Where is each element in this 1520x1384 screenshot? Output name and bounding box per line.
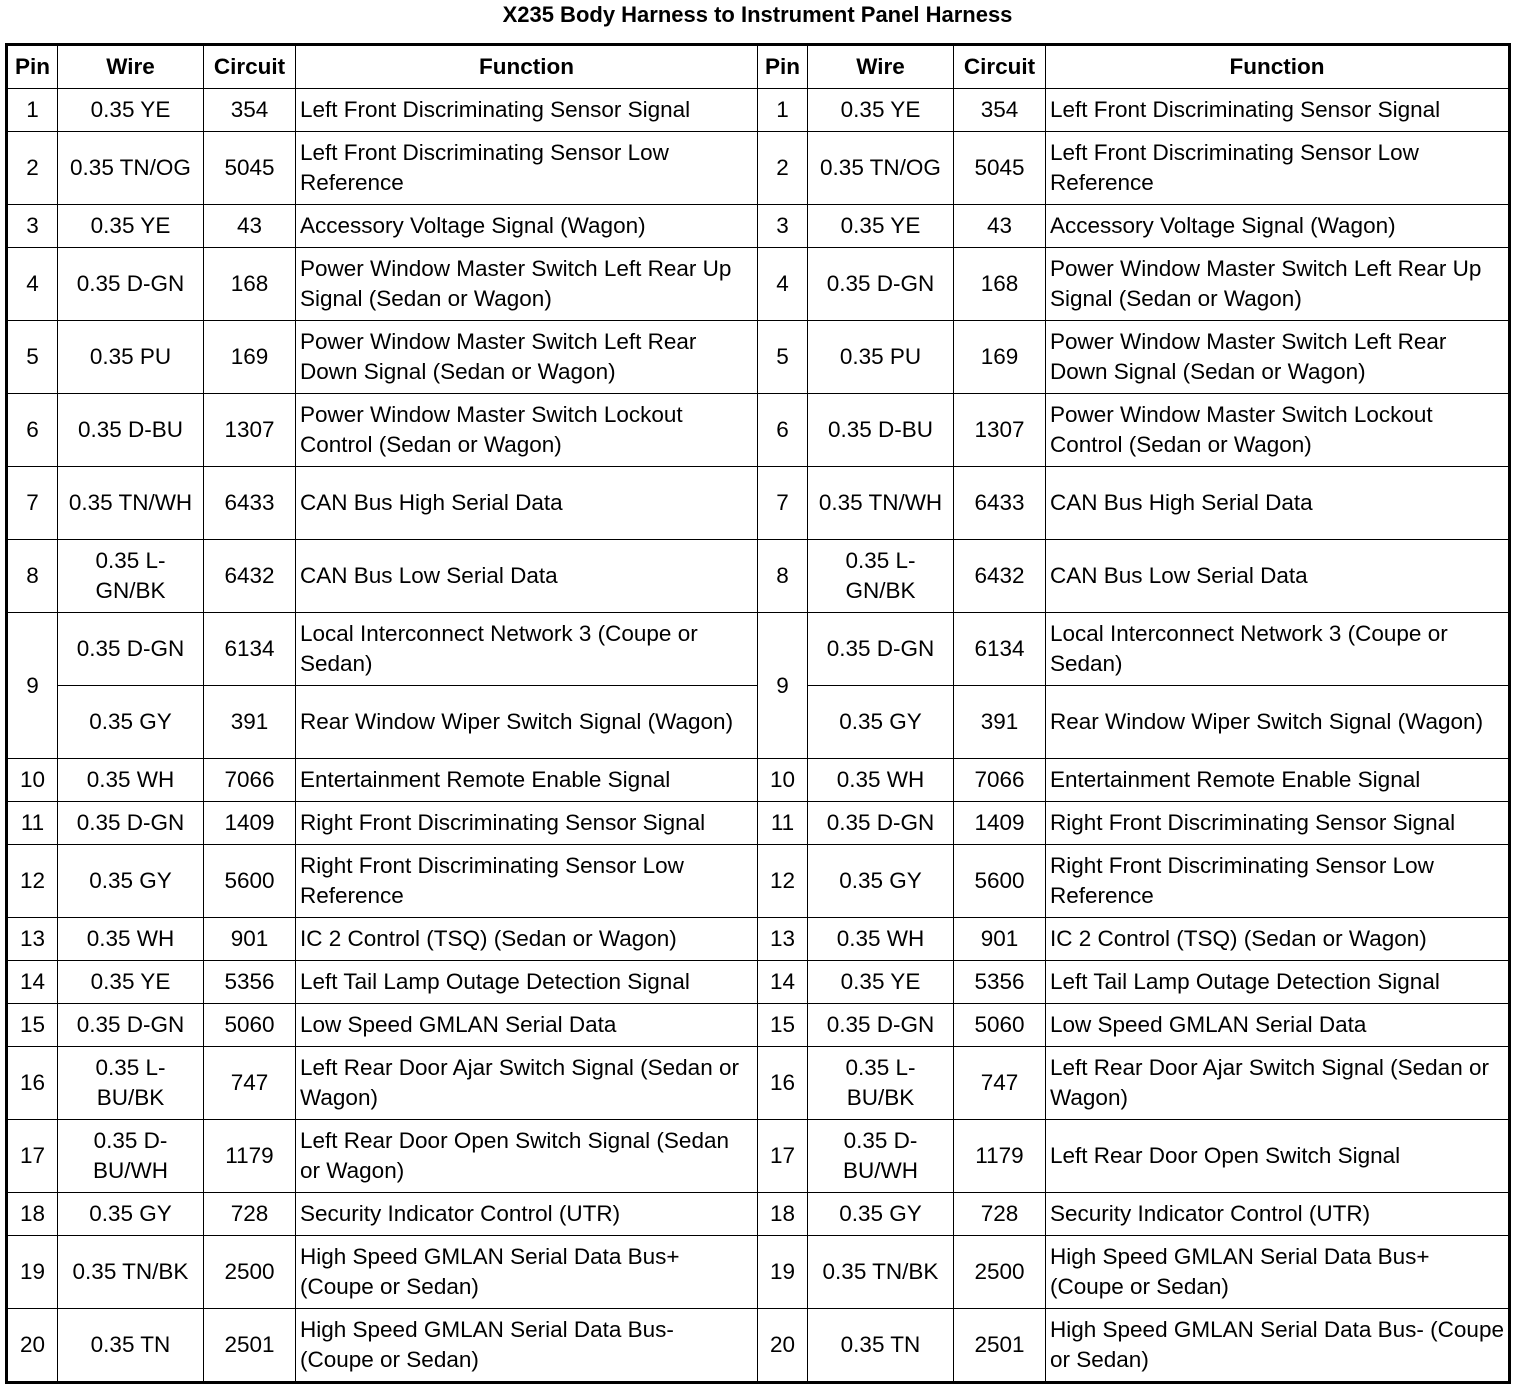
pin-cell: 1 — [7, 89, 58, 132]
wire-cell: 0.35 D-BU — [808, 394, 954, 467]
function-cell: CAN Bus Low Serial Data — [296, 540, 758, 613]
table-row — [7, 1309, 1510, 1383]
function-cell: Local Interconnect Network 3 (Coupe or Sedan) — [1046, 613, 1510, 686]
function-cell: Entertainment Remote Enable Signal — [296, 759, 758, 802]
pin-cell: 12 — [7, 845, 58, 918]
pin-cell: 10 — [758, 759, 808, 802]
pin-cell: 1 — [758, 89, 808, 132]
wire-cell: 0.35 D-GN — [58, 613, 204, 686]
function-cell: Power Window Master Switch Left Rear Up Signal (Sedan or Wagon) — [296, 248, 758, 321]
function-cell: Accessory Voltage Signal (Wagon) — [296, 205, 758, 248]
function-cell: Left Rear Door Open Switch Signal — [1046, 1120, 1510, 1193]
function-cell: Entertainment Remote Enable Signal — [1046, 759, 1510, 802]
pin-cell: 15 — [7, 1004, 58, 1047]
function-cell: Left Rear Door Open Switch Signal (Sedan or Wagon) — [296, 1120, 758, 1193]
pin-cell: 17 — [7, 1120, 58, 1193]
wire-cell: 0.35 YE — [58, 89, 204, 132]
table-row — [7, 205, 1510, 248]
header-function: Function — [1046, 45, 1510, 89]
pin-cell: 4 — [758, 248, 808, 321]
wire-cell: 0.35 YE — [808, 205, 954, 248]
pin-cell: 13 — [7, 918, 58, 961]
circuit-cell: 43 — [204, 205, 296, 248]
circuit-cell: 901 — [954, 918, 1046, 961]
function-cell: CAN Bus High Serial Data — [296, 467, 758, 540]
table-row — [7, 1047, 1510, 1120]
circuit-cell: 1409 — [204, 802, 296, 845]
header-pin: Pin — [758, 45, 808, 89]
pin-cell: 16 — [758, 1047, 808, 1120]
function-cell: Right Front Discriminating Sensor Low Reference — [1046, 845, 1510, 918]
function-cell: CAN Bus Low Serial Data — [1046, 540, 1510, 613]
wire-cell: 0.35 TN/BK — [58, 1236, 204, 1309]
function-cell: Right Front Discriminating Sensor Low Reference — [296, 845, 758, 918]
pin-cell: 20 — [7, 1309, 58, 1383]
wire-cell: 0.35 WH — [808, 918, 954, 961]
wire-cell: 0.35 D-BU — [58, 394, 204, 467]
function-cell: Left Front Discriminating Sensor Signal — [296, 89, 758, 132]
circuit-cell: 2501 — [954, 1309, 1046, 1383]
wire-cell: 0.35 TN — [58, 1309, 204, 1383]
header-wire: Wire — [58, 45, 204, 89]
pin-cell: 11 — [7, 802, 58, 845]
header-circuit: Circuit — [954, 45, 1046, 89]
function-cell: High Speed GMLAN Serial Data Bus- (Coupe or Sedan) — [296, 1309, 758, 1383]
table-row — [7, 540, 1510, 613]
wire-cell: 0.35 TN/BK — [808, 1236, 954, 1309]
function-cell: Power Window Master Switch Lockout Control (Sedan or Wagon) — [296, 394, 758, 467]
pin-cell: 6 — [7, 394, 58, 467]
wire-cell: 0.35 GY — [58, 845, 204, 918]
pin-cell: 18 — [758, 1193, 808, 1236]
wire-cell: 0.35 WH — [58, 918, 204, 961]
pin-cell: 12 — [758, 845, 808, 918]
pin-cell: 5 — [758, 321, 808, 394]
circuit-cell: 747 — [954, 1047, 1046, 1120]
wire-cell: 0.35 TN/WH — [58, 467, 204, 540]
wire-cell: 0.35 PU — [808, 321, 954, 394]
pin-cell: 15 — [758, 1004, 808, 1047]
header-row — [7, 45, 1510, 89]
function-cell: Accessory Voltage Signal (Wagon) — [1046, 205, 1510, 248]
table-row — [7, 1193, 1510, 1236]
wire-cell: 0.35 L-BU/BK — [808, 1047, 954, 1120]
function-cell: Rear Window Wiper Switch Signal (Wagon) — [296, 686, 758, 759]
pin-cell: 7 — [758, 467, 808, 540]
circuit-cell: 747 — [204, 1047, 296, 1120]
table-row — [7, 613, 1510, 686]
circuit-cell: 5600 — [954, 845, 1046, 918]
wire-cell: 0.35 D-GN — [58, 248, 204, 321]
header-wire: Wire — [808, 45, 954, 89]
circuit-cell: 5600 — [204, 845, 296, 918]
function-cell: Low Speed GMLAN Serial Data — [1046, 1004, 1510, 1047]
wire-cell: 0.35 GY — [808, 1193, 954, 1236]
circuit-cell: 2500 — [954, 1236, 1046, 1309]
circuit-cell: 43 — [954, 205, 1046, 248]
wire-cell: 0.35 L-GN/BK — [58, 540, 204, 613]
pin-cell: 6 — [758, 394, 808, 467]
wire-cell: 0.35 TN — [808, 1309, 954, 1383]
table-row — [7, 759, 1510, 802]
function-cell: Low Speed GMLAN Serial Data — [296, 1004, 758, 1047]
circuit-cell: 728 — [954, 1193, 1046, 1236]
pin-cell: 9 — [7, 613, 58, 759]
function-cell: Right Front Discriminating Sensor Signal — [296, 802, 758, 845]
circuit-cell: 5356 — [204, 961, 296, 1004]
circuit-cell: 6134 — [204, 613, 296, 686]
wire-cell: 0.35 GY — [808, 686, 954, 759]
circuit-cell: 5356 — [954, 961, 1046, 1004]
pin-cell: 10 — [7, 759, 58, 802]
circuit-cell: 1409 — [954, 802, 1046, 845]
function-cell: Left Rear Door Ajar Switch Signal (Sedan or Wagon) — [296, 1047, 758, 1120]
wire-cell: 0.35 D-BU/WH — [808, 1120, 954, 1193]
wire-cell: 0.35 D-GN — [808, 802, 954, 845]
circuit-cell: 169 — [204, 321, 296, 394]
circuit-cell: 5045 — [204, 132, 296, 205]
pin-cell: 17 — [758, 1120, 808, 1193]
pin-cell: 5 — [7, 321, 58, 394]
function-cell: High Speed GMLAN Serial Data Bus+ (Coupe or Sedan) — [296, 1236, 758, 1309]
wire-cell: 0.35 D-GN — [58, 802, 204, 845]
function-cell: Local Interconnect Network 3 (Coupe or Sedan) — [296, 613, 758, 686]
function-cell: Power Window Master Switch Left Rear Up Signal (Sedan or Wagon) — [1046, 248, 1510, 321]
function-cell: Security Indicator Control (UTR) — [296, 1193, 758, 1236]
function-cell: Left Tail Lamp Outage Detection Signal — [1046, 961, 1510, 1004]
table-row — [7, 1004, 1510, 1047]
circuit-cell: 6433 — [204, 467, 296, 540]
wire-cell: 0.35 WH — [58, 759, 204, 802]
circuit-cell: 6433 — [954, 467, 1046, 540]
table-row — [7, 321, 1510, 394]
pin-cell: 13 — [758, 918, 808, 961]
pin-cell: 8 — [758, 540, 808, 613]
circuit-cell: 2500 — [204, 1236, 296, 1309]
wire-cell: 0.35 TN/OG — [808, 132, 954, 205]
header-function: Function — [296, 45, 758, 89]
pin-cell: 20 — [758, 1309, 808, 1383]
circuit-cell: 168 — [954, 248, 1046, 321]
function-cell: Left Rear Door Ajar Switch Signal (Sedan or Wagon) — [1046, 1047, 1510, 1120]
circuit-cell: 901 — [204, 918, 296, 961]
circuit-cell: 6432 — [954, 540, 1046, 613]
circuit-cell: 1307 — [204, 394, 296, 467]
page-title: X235 Body Harness to Instrument Panel Harness — [502, 2, 1013, 27]
table-row — [7, 1236, 1510, 1309]
wire-cell: 0.35 WH — [808, 759, 954, 802]
table-row — [7, 248, 1510, 321]
pin-cell: 19 — [7, 1236, 58, 1309]
circuit-cell: 728 — [204, 1193, 296, 1236]
circuit-cell: 5045 — [954, 132, 1046, 205]
wire-cell: 0.35 L-GN/BK — [808, 540, 954, 613]
pin-cell: 14 — [7, 961, 58, 1004]
function-cell: Power Window Master Switch Left Rear Down Signal (Sedan or Wagon) — [1046, 321, 1510, 394]
table-row — [7, 132, 1510, 205]
wire-cell: 0.35 YE — [58, 205, 204, 248]
pin-cell: 18 — [7, 1193, 58, 1236]
pin-cell: 14 — [758, 961, 808, 1004]
circuit-cell: 7066 — [204, 759, 296, 802]
wire-cell: 0.35 D-GN — [808, 1004, 954, 1047]
function-cell: Left Tail Lamp Outage Detection Signal — [296, 961, 758, 1004]
table-row — [7, 89, 1510, 132]
wire-cell: 0.35 YE — [808, 961, 954, 1004]
wire-cell: 0.35 GY — [58, 1193, 204, 1236]
function-cell: Right Front Discriminating Sensor Signal — [1046, 802, 1510, 845]
circuit-cell: 5060 — [954, 1004, 1046, 1047]
function-cell: Power Window Master Switch Left Rear Down Signal (Sedan or Wagon) — [296, 321, 758, 394]
circuit-cell: 2501 — [204, 1309, 296, 1383]
wire-cell: 0.35 TN/WH — [808, 467, 954, 540]
header-pin: Pin — [7, 45, 58, 89]
circuit-cell: 354 — [204, 89, 296, 132]
wire-cell: 0.35 GY — [808, 845, 954, 918]
connector-pinout-table — [5, 43, 1511, 1384]
circuit-cell: 168 — [204, 248, 296, 321]
circuit-cell: 6432 — [204, 540, 296, 613]
circuit-cell: 1179 — [954, 1120, 1046, 1193]
table-row — [7, 961, 1510, 1004]
wire-cell: 0.35 YE — [58, 961, 204, 1004]
circuit-cell: 5060 — [204, 1004, 296, 1047]
table-row — [7, 845, 1510, 918]
function-cell: CAN Bus High Serial Data — [1046, 467, 1510, 540]
circuit-cell: 169 — [954, 321, 1046, 394]
function-cell: IC 2 Control (TSQ) (Sedan or Wagon) — [296, 918, 758, 961]
header-circuit: Circuit — [204, 45, 296, 89]
pin-cell: 7 — [7, 467, 58, 540]
table-row — [7, 394, 1510, 467]
wire-cell: 0.35 D-GN — [808, 248, 954, 321]
function-cell: Rear Window Wiper Switch Signal (Wagon) — [1046, 686, 1510, 759]
circuit-cell: 391 — [954, 686, 1046, 759]
wire-cell: 0.35 D-BU/WH — [58, 1120, 204, 1193]
circuit-cell: 354 — [954, 89, 1046, 132]
pin-cell: 3 — [758, 205, 808, 248]
function-cell: Security Indicator Control (UTR) — [1046, 1193, 1510, 1236]
table-row — [7, 918, 1510, 961]
function-cell: Left Front Discriminating Sensor Low Reference — [1046, 132, 1510, 205]
function-cell: Power Window Master Switch Lockout Control (Sedan or Wagon) — [1046, 394, 1510, 467]
table-row — [7, 802, 1510, 845]
function-cell: Left Front Discriminating Sensor Low Reference — [296, 132, 758, 205]
pin-cell: 2 — [7, 132, 58, 205]
circuit-cell: 391 — [204, 686, 296, 759]
circuit-cell: 7066 — [954, 759, 1046, 802]
table-row — [7, 1120, 1510, 1193]
pin-cell: 8 — [7, 540, 58, 613]
circuit-cell: 1307 — [954, 394, 1046, 467]
circuit-cell: 6134 — [954, 613, 1046, 686]
pin-cell: 16 — [7, 1047, 58, 1120]
function-cell: High Speed GMLAN Serial Data Bus- (Coupe or Sedan) — [1046, 1309, 1510, 1383]
pin-cell: 9 — [758, 613, 808, 759]
circuit-cell: 1179 — [204, 1120, 296, 1193]
wire-cell: 0.35 YE — [808, 89, 954, 132]
function-cell: High Speed GMLAN Serial Data Bus+ (Coupe or Sedan) — [1046, 1236, 1510, 1309]
pin-cell: 19 — [758, 1236, 808, 1309]
wire-cell: 0.35 PU — [58, 321, 204, 394]
pin-cell: 2 — [758, 132, 808, 205]
function-cell: Left Front Discriminating Sensor Signal — [1046, 89, 1510, 132]
table-row — [7, 467, 1510, 540]
wire-cell: 0.35 GY — [58, 686, 204, 759]
pin-cell: 3 — [7, 205, 58, 248]
wire-cell: 0.35 D-GN — [58, 1004, 204, 1047]
wire-cell: 0.35 L-BU/BK — [58, 1047, 204, 1120]
wire-cell: 0.35 D-GN — [808, 613, 954, 686]
wire-cell: 0.35 TN/OG — [58, 132, 204, 205]
pin-cell: 4 — [7, 248, 58, 321]
pin-cell: 11 — [758, 802, 808, 845]
function-cell: IC 2 Control (TSQ) (Sedan or Wagon) — [1046, 918, 1510, 961]
